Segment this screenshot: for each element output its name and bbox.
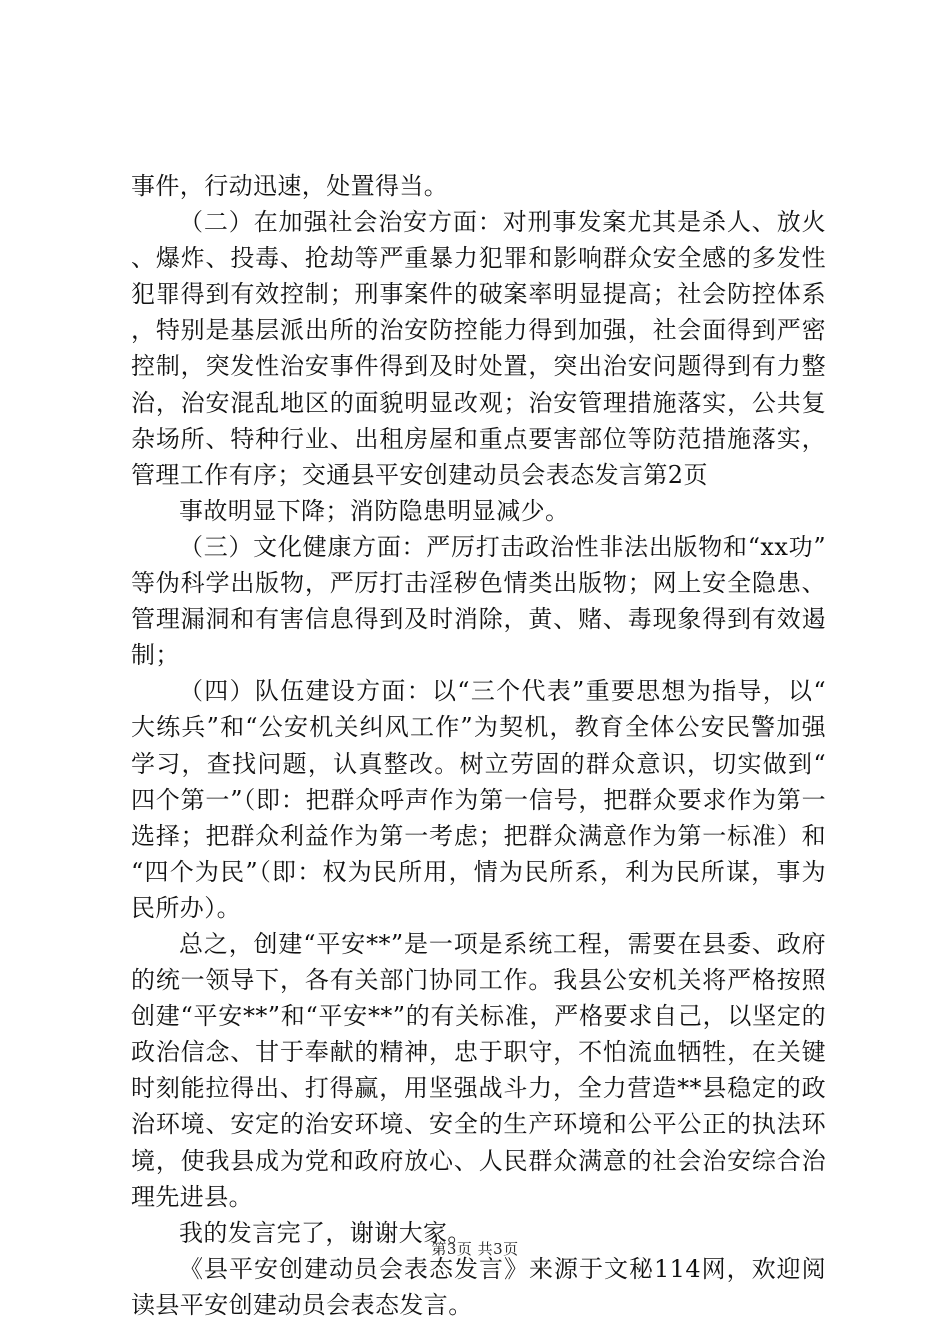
paragraph-team-building: （四）队伍建设方面：以“三个代表”重要思想为指导，以“大练兵”和“公安机关纠风工作”为契机，教育全体公安民警加强学习，查找问题，认真整改。树立劳固的群众意识，切实做到“四个第一”（即：把群众呼声作为第一信号，把群众要求作为第一选择；把群众利益作为第一考虑；把群众满意作为第一标准）和“四个为民”（即：权为民所用，情为民所系，利为民所谋，事为民所办）。 xyxy=(131,677,826,922)
paragraph-culture-health: （三）文化健康方面：严厉打击政治性非法出版物和“xx功”等伪科学出版物，严厉打击淫秽色情类出版物；网上安全隐患、管理漏洞和有害信息得到及时消除，黄、赌、毒现象得到有效遏制； xyxy=(131,532,826,670)
paragraph-closing-remark: 我的发言完了，谢谢大家。 xyxy=(179,1218,472,1247)
page-number-footer: 第3页 共3页 xyxy=(431,1240,519,1258)
document-body xyxy=(131,168,826,1323)
paragraph-source-note: 《县平安创建动员会表态发言》来源于文秘114网，欢迎阅读县平安创建动员会表态发言。 xyxy=(131,1254,826,1319)
paragraph-continuation: 事件，行动迅速，处置得当。 xyxy=(131,172,449,200)
paragraph-public-security: （二）在加强社会治安方面：对刑事发案尤其是杀人、放火、爆炸、投毒、抢劫等严重暴力犯罪和影响群众安全感的多发性犯罪得到有效控制；刑事案件的破案率明显提高；社会防控体系，特别是基层派出所的治安防控能力得到加强，社会面得到严密控制，突发性治安事件得到及时处置，突出治安问题得到有力整治，治安混乱地区的面貌明显改观；治安管理措施落实，公共复杂场所、特种行业、出租房屋和重点要害部位等防范措施落实，管理工作有序；交通县平安创建动员会表态发言第2页 xyxy=(131,208,826,489)
paragraph-conclusion: 总之，创建“平安**”是一项是系统工程，需要在县委、政府的统一领导下，各有关部门协同工作。我县公安机关将严格按照创建“平安**”和“平安**”的有关标准，严格要求自己，以坚定的政治信念、甘于奉献的精神，忠于职守，不怕流血牺牲，在关键时刻能拉得出、打得赢，用坚强战斗力，全力营造**县稳定的政治环境、安定的治安环境、安全的生产环境和公平公正的执法环境，使我县成为党和政府放心、人民群众满意的社会治安综合治理先进县。 xyxy=(131,929,826,1211)
paragraph-accidents: 事故明显下降；消防隐患明显减少。 xyxy=(179,496,570,525)
